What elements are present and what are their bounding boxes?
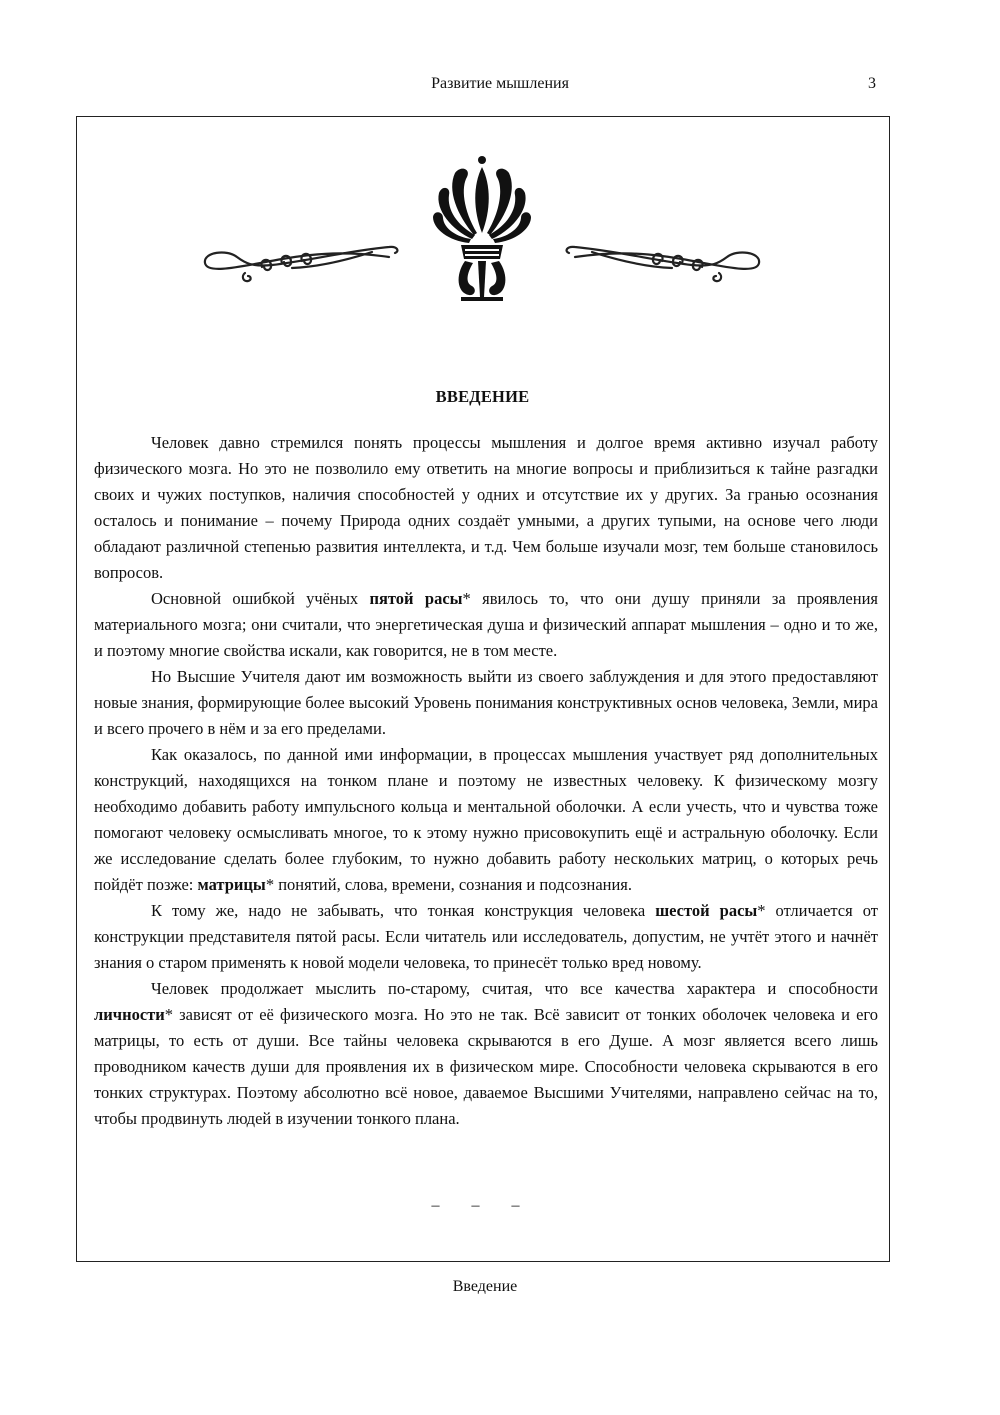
text-run: К тому же, надо не забывать, что тонкая конструкция человека	[151, 901, 656, 920]
paragraph	[94, 586, 878, 664]
term-highlight: пятой расы	[369, 589, 463, 608]
term-highlight: шестой расы	[655, 901, 758, 920]
text-run: * отличается от конструкции представителя пятой расы. Если читатель или исследователь, допустим, не учтёт этого и начнёт знания о старом применять к новой модели человека, то принесёт только вред новому.	[94, 901, 878, 972]
page-number: 3	[868, 75, 876, 92]
paragraph	[94, 742, 878, 898]
text-run: * явилось то, что они душу приняли за проявления материального мозга; они считали, что энергетическая душа и физический аппарат мышления – одно и то же, и поэтому многие свойства искали, как говорится, не в том месте.	[94, 589, 878, 660]
section-heading: ВВЕДЕНИЕ	[435, 387, 530, 406]
running-title: Развитие мышления	[431, 75, 569, 92]
page-frame	[76, 116, 890, 1262]
term-highlight: личности	[94, 1005, 165, 1024]
term-highlight: матрицы	[197, 875, 266, 894]
paragraph	[94, 898, 878, 976]
footer-chapter-title: Введение	[452, 1278, 518, 1295]
paragraph	[94, 976, 878, 1132]
paragraph	[94, 430, 878, 586]
ornament-icon	[77, 155, 888, 315]
text-run: Человек продолжает мыслить по-старому, считая, что все качества характера и способности	[151, 979, 878, 998]
text-run: * зависят от её физического мозга. Но это не так. Всё зависит от тонких оболочек человека и его матрицы, то есть от души. Все тайны человека скрываются в его Душе. А мозг является всего лишь проводником качеств души для проявления их в физическом мире. Способности человека скрываются в его тонких структурах. Поэтому абсолютно всё новое, даваемое Высшими Учителями, направлено сейчас на то, чтобы продвинуть людей в изучении тонкого плана.	[94, 1005, 878, 1128]
text-run: Как оказалось, по данной ими информации, в процессах мышления участвует ряд дополнительных конструкций, находящихся на тонком плане и поэтому не известных человеку. К физическому мозгу необходимо добавить работу импульсного кольца и ментальной оболочки. А если учесть, что и чувства тоже помогают человеку осмысливать многое, то к этому нужно присовокупить ещё и астральную оболочку. Если же исследование сделать более глубоким, то нужно добавить работу нескольких матриц, о которых речь пойдёт позже:	[94, 745, 878, 894]
body-text	[94, 430, 878, 1132]
text-run: * понятий, слова, времени, сознания и подсознания.	[265, 875, 633, 894]
end-marks: – – –	[431, 1197, 534, 1214]
text-run: Но Высшие Учителя дают им возможность выйти из своего заблуждения и для этого предоставляют новые знания, формирующие более высокий Уровень понимания конструктивных основ человека, Земли, мира и всего прочего в нём и за его пределами.	[94, 667, 878, 738]
text-run: Основной ошибкой учёных	[151, 589, 370, 608]
text-run: Человек давно стремился понять процессы мышления и долгое время активно изучал работу физического мозга. Но это не позволило ему ответить на многие вопросы и приблизиться к тайне разгадки своих и чужих поступков, наличия способностей у одних и отсутствие их у других. За гранью осознания осталось и понимание – почему Природа одних создаёт умными, а других тупыми, на основе чего люди обладают различной степенью развития интеллекта, и т.д. Чем больше изучали мозг, тем больше становилось вопросов.	[94, 433, 878, 582]
paragraph	[94, 664, 878, 742]
